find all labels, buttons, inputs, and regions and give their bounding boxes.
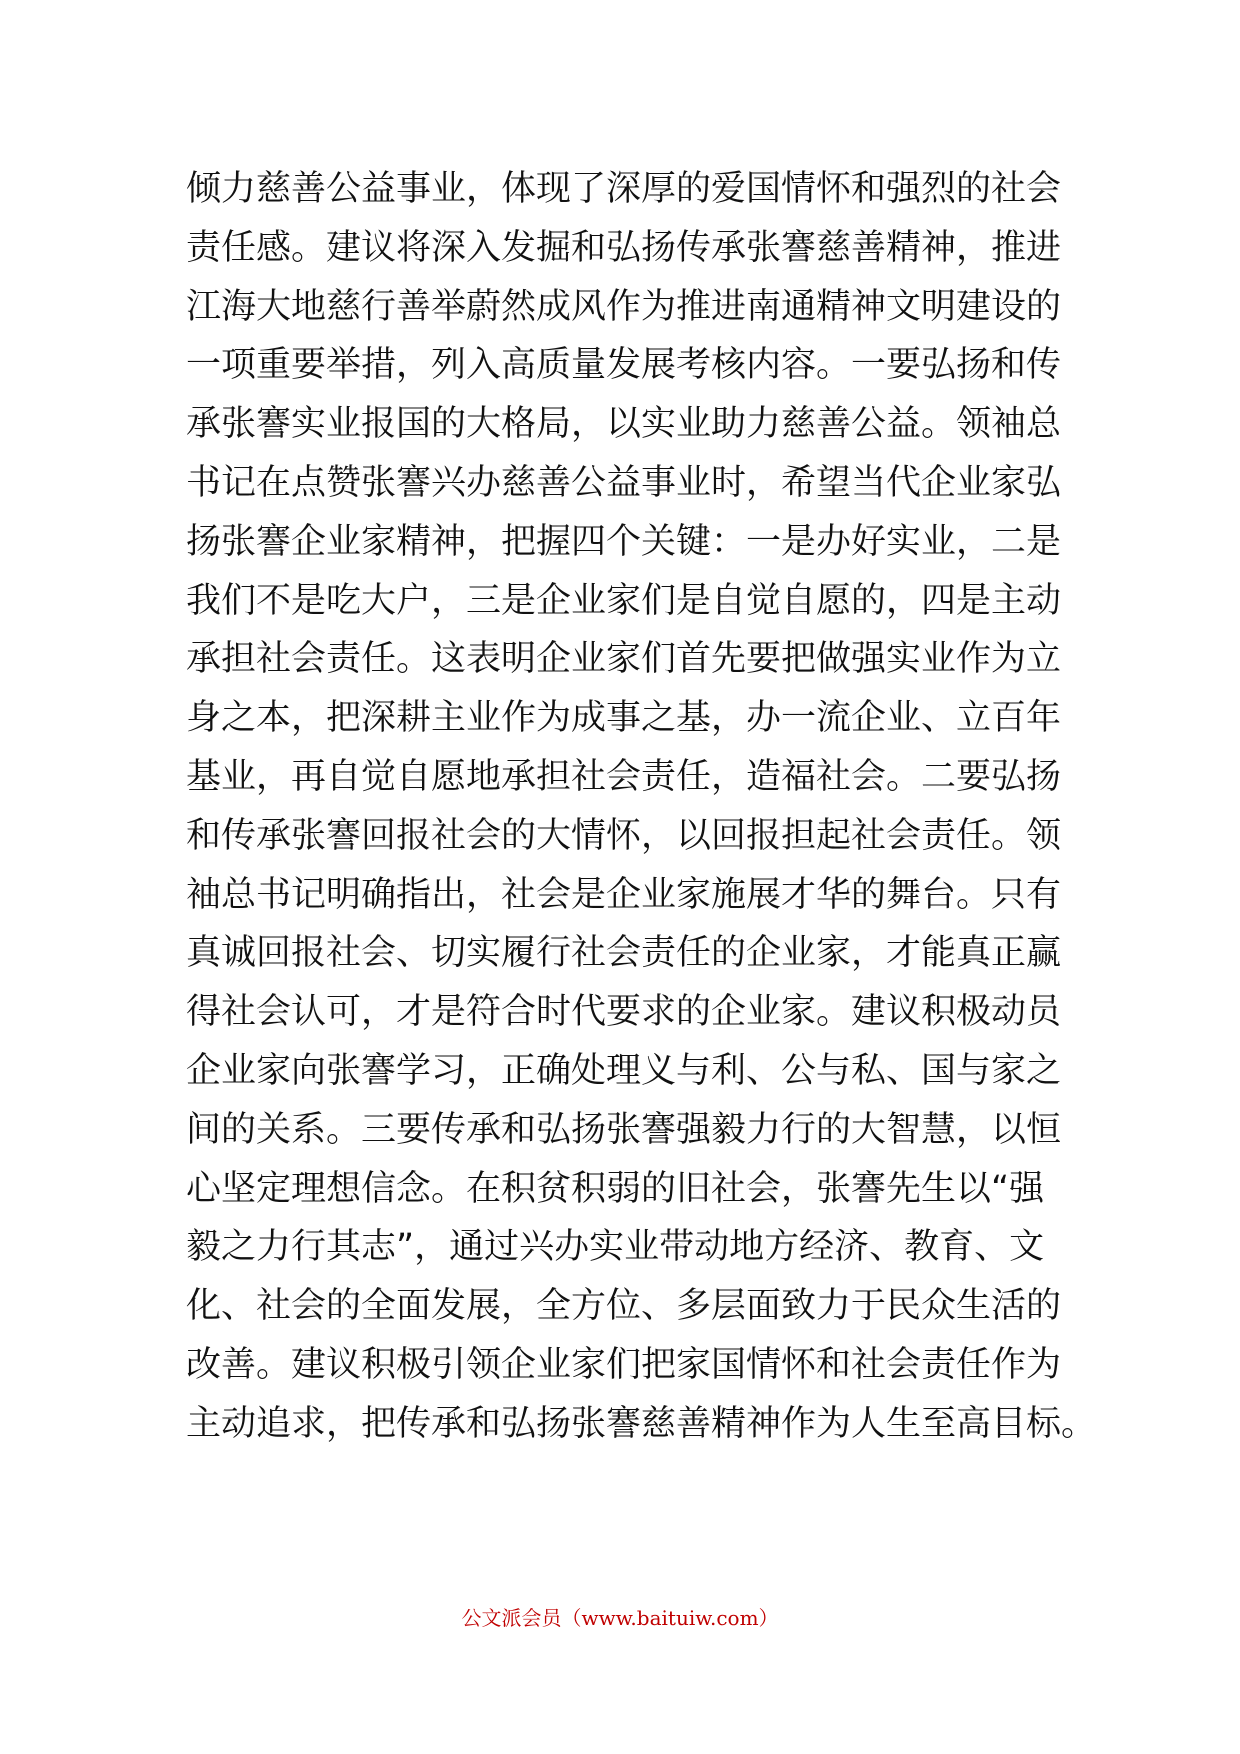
text-line: 化、社会的全面发展，全方位、多层面致力于民众生活的 [186,1286,1062,1327]
text-line: 扬张謇企业家精神，把握四个关键：一是办好实业，二是 [186,521,1062,562]
text-line: 和传承张謇回报社会的大情怀，以回报担起社会责任。领 [186,815,1062,856]
text-line: 承张謇实业报国的大格局，以实业助力慈善公益。领袖总 [186,404,1062,445]
text-line: 我们不是吃大户，三是企业家们是自觉自愿的，四是主动 [186,580,1062,621]
text-line: 真诚回报社会、切实履行社会责任的企业家，才能真正赢 [186,933,1062,974]
text-line: 书记在点赞张謇兴办慈善公益事业时，希望当代企业家弘 [186,462,1062,503]
footer-watermark: 公文派会员（www.baituiw.com） [461,1606,779,1630]
text-line: 企业家向张謇学习，正确处理义与利、公与私、国与家之 [186,1050,1062,1091]
text-line: 责任感。建议将深入发掘和弘扬传承张謇慈善精神，推进 [186,227,1062,268]
text-line: 毅之力行其志”，通过兴办实业带动地方经济、教育、文 [186,1227,1045,1268]
text-line: 江海大地慈行善举蔚然成风作为推进南通精神文明建设的 [186,286,1062,327]
text-line: 基业，再自觉自愿地承担社会责任，造福社会。二要弘扬 [186,756,1062,797]
text-line: 身之本，把深耕主业作为成事之基，办一流企业、立百年 [186,698,1062,739]
text-line: 袖总书记明确指出，社会是企业家施展才华的舞台。只有 [186,874,1062,915]
text-line: 倾力慈善公益事业，体现了深厚的爱国情怀和强烈的社会 [186,169,1062,209]
text-line: 间的关系。三要传承和弘扬张謇强毅力行的大智慧，以恒 [186,1109,1062,1150]
text-line: 一项重要举措，列入高质量发展考核内容。一要弘扬和传 [186,345,1062,386]
text-line: 承担社会责任。这表明企业家们首先要把做强实业作为立 [186,639,1062,680]
body-text [186,160,1097,1454]
text-line: 得社会认可，才是符合时代要求的企业家。建议积极动员 [186,992,1062,1033]
text-line: 主动追求，把传承和弘扬张謇慈善精神作为人生至高目标。 [186,1403,1097,1444]
text-line: 改善。建议积极引领企业家们把家国情怀和社会责任作为 [186,1344,1062,1385]
text-line: 心坚定理想信念。在积贫积弱的旧社会，张謇先生以“强 [186,1168,1045,1209]
